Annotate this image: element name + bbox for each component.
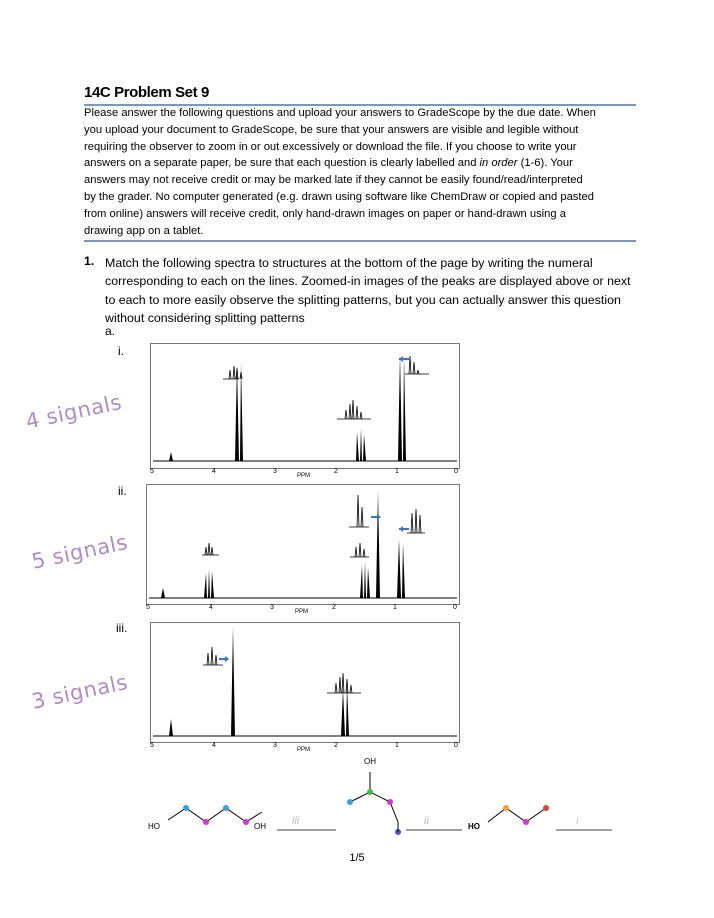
tick-label: 2 <box>334 468 338 475</box>
page-title: 14C Problem Set 9 <box>84 84 209 101</box>
hydroxyl-label: OH <box>364 757 376 766</box>
tick-label: 4 <box>209 604 213 611</box>
instructions-line: you upload your document to GradeScope, be sure that your answers are visible and legible without <box>84 123 579 136</box>
nmr-spectrum-i <box>150 343 460 469</box>
tick-label: 0 <box>454 742 458 749</box>
tick-label: 1 <box>395 742 399 749</box>
structure-3 <box>468 805 612 831</box>
structure-1 <box>148 805 336 831</box>
instructions-line <box>84 155 640 172</box>
hydroxyl-label: HO <box>468 822 480 831</box>
tick-label: 5 <box>150 742 154 749</box>
instructions-line: answers may not receive credit or may be marked late if they cannot be easily found/read/interpreted <box>84 174 583 187</box>
handwritten-annotation: 3 signals <box>29 669 130 714</box>
answer-text: ii <box>424 815 429 827</box>
instructions-text: (1-6). Your <box>517 157 573 170</box>
hydroxyl-label: HO <box>148 822 160 831</box>
spectrum-label: iii. <box>116 621 128 635</box>
page-number: 1/5 <box>349 852 365 864</box>
instructions-emphasis: in order <box>479 157 518 170</box>
tick-label: 2 <box>332 604 336 611</box>
answer-text: i <box>576 815 579 827</box>
structures-area <box>140 750 620 845</box>
tick-label: 1 <box>393 604 397 611</box>
question-number: 1. <box>84 254 95 268</box>
tick-label: 4 <box>212 742 216 749</box>
tick-label: 1 <box>395 468 399 475</box>
question-text: Match the following spectra to structures at the bottom of the page by writing the numeral corresponding to each on the lines. Zoomed-in images of the peaks are displayed above or next to each to more easily observe the splitting patterns, but you can actually answer this question without considering splitting patterns <box>105 256 631 325</box>
instructions-text: answers on a separate paper, be sure that each question is clearly labelled and <box>84 157 480 170</box>
tick-label: 2 <box>334 742 338 749</box>
structure-2 <box>347 757 462 835</box>
axis-unit: PPM <box>295 609 309 615</box>
tick-label: 4 <box>212 468 216 475</box>
axis-ticks-ii <box>146 604 458 616</box>
spectrum-label: ii. <box>118 484 127 498</box>
nmr-spectrum-iii <box>150 622 460 743</box>
tick-label: 3 <box>273 742 277 749</box>
handwritten-annotation: 4 signals <box>23 389 124 434</box>
axis-unit: PPM <box>297 473 311 479</box>
tick-label: 3 <box>273 468 277 475</box>
instructions-line: drawing app on a tablet. <box>84 224 204 237</box>
instructions-line: requiring the observer to zoom in or out excessively or download the file. If you choose to write your <box>84 140 577 153</box>
tick-label: 3 <box>270 604 274 611</box>
section-divider <box>84 240 636 242</box>
axis-unit: PPM <box>297 747 311 753</box>
instructions-line: by the grader. No computer generated (e.g. drawn using software like ChemDraw or copied and pasted <box>84 190 594 203</box>
instructions <box>84 105 640 239</box>
instructions-line: from online) answers will receive credit, only hand-drawn images on paper or hand-drawn using a <box>84 207 566 220</box>
spectrum-label: i. <box>118 344 124 358</box>
tick-label: 0 <box>454 468 458 475</box>
tick-label: 5 <box>146 604 150 611</box>
instructions-line: Please answer the following questions and upload your answers to GradeScope by the due date. When <box>84 107 596 119</box>
nmr-spectrum-ii <box>146 484 460 605</box>
axis-ticks-i <box>150 468 458 480</box>
hydroxyl-label: OH <box>254 822 266 831</box>
answer-text: iii <box>292 815 300 827</box>
tick-label: 0 <box>453 604 457 611</box>
part-label: a. <box>105 324 116 338</box>
tick-label: 5 <box>150 468 154 475</box>
handwritten-annotation: 5 signals <box>29 529 130 574</box>
